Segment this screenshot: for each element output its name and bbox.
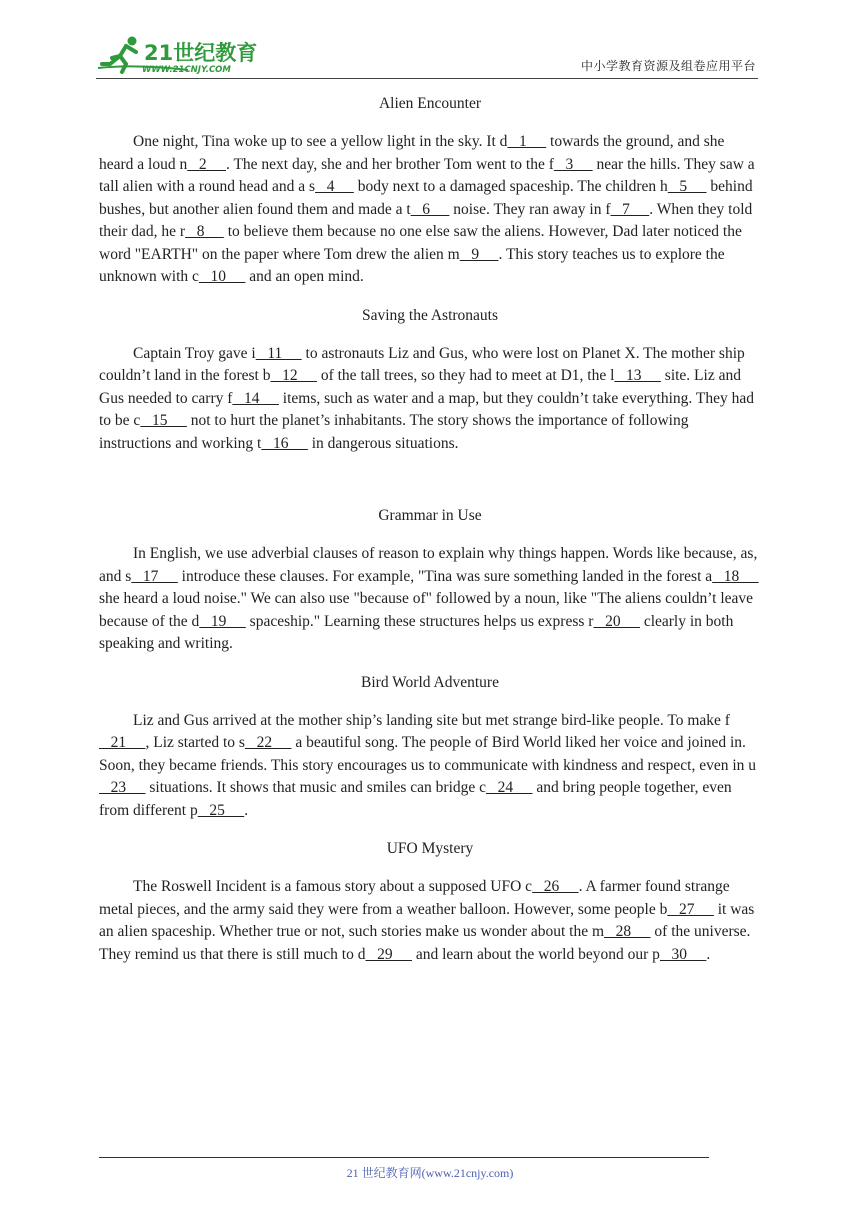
answer-blank[interactable]: 26 xyxy=(532,878,579,895)
answer-blank[interactable]: 19 xyxy=(199,612,246,630)
answer-blank[interactable]: 10 xyxy=(198,268,246,285)
section-title: UFO Mystery xyxy=(386,840,474,857)
section-paragraph xyxy=(99,131,761,289)
paragraph-text: a beautiful song. The people of Bird World liked her voice and joined in. Soon, they became friends. This story encourages us to communicate with kindness and respect, even in u xyxy=(99,734,757,774)
paragraph-text: body next to a damaged spaceship. The children h xyxy=(353,178,668,195)
paragraph-text: . This story teaches us to explore the unknown with c xyxy=(99,245,725,285)
section-title: Alien Encounter xyxy=(378,95,481,112)
paragraph-text: . xyxy=(244,801,249,819)
section-title: Grammar in Use xyxy=(378,507,482,524)
answer-blank[interactable]: 24 xyxy=(486,779,533,796)
paragraph-text: noise. They ran away in f xyxy=(449,200,611,218)
section-title: Bird World Adventure xyxy=(361,673,499,691)
answer-blank[interactable]: 30 xyxy=(659,945,707,963)
answer-blank[interactable]: 29 xyxy=(365,945,412,963)
paragraph-text: Liz and Gus arrived at the mother ship’s landing site but met strange bird-like people. To make f xyxy=(133,711,730,729)
worksheet-content xyxy=(99,93,761,966)
paragraph-text: The Roswell Incident is a famous story about a supposed UFO c xyxy=(133,878,533,895)
paragraph-text: . A farmer found strange metal pieces, and the army said they were from a weather balloon. However, some people b xyxy=(99,878,730,918)
answer-blank[interactable]: 21 xyxy=(99,734,146,751)
paragraph-text: . The next day, she and her brother Tom went to the f xyxy=(225,155,554,173)
paragraph-text: she heard a loud noise." We can also use "because of" followed by a noun, like "The aliens couldn’t leave because of the d xyxy=(99,590,754,630)
answer-blank[interactable]: 9 xyxy=(459,245,499,263)
paragraph-text: and an open mind. xyxy=(245,268,364,285)
section-paragraph xyxy=(99,876,761,966)
footer-site-link[interactable]: 21 世纪教育网(www.21cnjy.com) xyxy=(346,1166,514,1180)
answer-blank[interactable]: 8 xyxy=(185,223,224,240)
answer-blank[interactable]: 6 xyxy=(410,200,450,218)
svg-text:21世纪教育: 21世纪教育 xyxy=(144,41,258,65)
paragraph-text: . xyxy=(706,945,711,963)
paragraph-text: to astronauts Liz and Gus, who were lost on Planet X. The mother ship couldn’t land in the forest b xyxy=(99,344,745,384)
answer-blank[interactable]: 16 xyxy=(261,434,308,452)
paragraph-text: of the tall trees, so they had to meet at D1, the l xyxy=(316,367,615,384)
answer-blank[interactable]: 18 xyxy=(712,567,759,585)
paragraph-text: of the universe. They remind us that there is still much to d xyxy=(99,923,751,963)
paragraph-text: towards the ground, and she heard a loud n xyxy=(99,133,725,173)
paragraph-text: near the hills. They saw a tall alien with a round head and a s xyxy=(99,155,755,195)
paragraph-text: to believe them because no one else saw the aliens. However, Dad later noticed the word "EARTH" on the paper where Tom drew the alien m xyxy=(99,223,742,263)
answer-blank[interactable]: 5 xyxy=(667,178,707,195)
paragraph-text: , Liz started to s xyxy=(145,734,245,751)
answer-blank[interactable]: 7 xyxy=(610,200,650,218)
paragraph-text: . When they told their dad, he r xyxy=(99,200,753,240)
paragraph-text: behind bushes, but another alien found them and made a t xyxy=(99,178,753,218)
svg-text:WWW.21CNJY.COM: WWW.21CNJY.COM xyxy=(142,65,231,75)
answer-blank[interactable]: 12 xyxy=(270,367,317,384)
paragraph-text: In English, we use adverbial clauses of reason to explain why things happen. Words like because, as, and s xyxy=(99,545,758,585)
answer-blank[interactable]: 23 xyxy=(99,779,146,796)
paragraph-text: items, such as water and a map, but they couldn’t take everything. They had to be c xyxy=(99,389,754,429)
paragraph-text: situations. It shows that music and smiles can bridge c xyxy=(145,779,487,796)
answer-blank[interactable]: 25 xyxy=(197,801,245,819)
answer-blank[interactable]: 2 xyxy=(187,155,226,173)
paragraph-text: and bring people together, even from different p xyxy=(99,779,732,819)
paragraph-text: not to hurt the planet’s inhabitants. The story shows the importance of following instructions and working t xyxy=(99,412,689,452)
page-header xyxy=(96,38,758,79)
answer-blank[interactable]: 27 xyxy=(667,900,714,918)
answer-blank[interactable]: 3 xyxy=(553,155,593,173)
paragraph-text: it was an alien spaceship. Whether true or not, such stories make us wonder about the m xyxy=(99,900,755,940)
answer-blank[interactable]: 22 xyxy=(244,734,292,751)
answer-blank[interactable]: 14 xyxy=(232,389,279,407)
section-paragraph xyxy=(99,710,761,823)
platform-tagline: 中小学教育资源及组卷应用平台 xyxy=(580,59,756,73)
answer-blank[interactable]: 1 xyxy=(507,133,547,150)
paragraph-text: in dangerous situations. xyxy=(307,434,459,452)
paragraph-text: and learn about the world beyond our p xyxy=(411,945,660,963)
section-paragraph xyxy=(99,343,761,456)
footer-divider xyxy=(99,1157,709,1158)
answer-blank[interactable]: 11 xyxy=(255,344,302,362)
paragraph-text: clearly in both speaking and writing. xyxy=(99,612,734,652)
paragraph-text: One night, Tina woke up to see a yellow light in the sky. It d xyxy=(133,133,508,150)
section-paragraph xyxy=(99,543,761,656)
answer-blank[interactable]: 15 xyxy=(140,412,187,429)
site-logo xyxy=(96,34,266,76)
answer-blank[interactable]: 17 xyxy=(131,567,178,585)
answer-blank[interactable]: 20 xyxy=(593,612,640,630)
answer-blank[interactable]: 13 xyxy=(614,367,661,384)
section-title: Saving the Astronauts xyxy=(361,306,499,324)
answer-blank[interactable]: 4 xyxy=(315,178,354,195)
answer-blank[interactable]: 28 xyxy=(604,923,651,940)
paragraph-text: introduce these clauses. For example, "Tina was sure something landed in the forest a xyxy=(177,567,713,585)
paragraph-text: Captain Troy gave i xyxy=(133,344,256,362)
paragraph-text: site. Liz and Gus needed to carry f xyxy=(99,367,741,407)
paragraph-text: spaceship." Learning these structures helps us express r xyxy=(245,612,594,630)
